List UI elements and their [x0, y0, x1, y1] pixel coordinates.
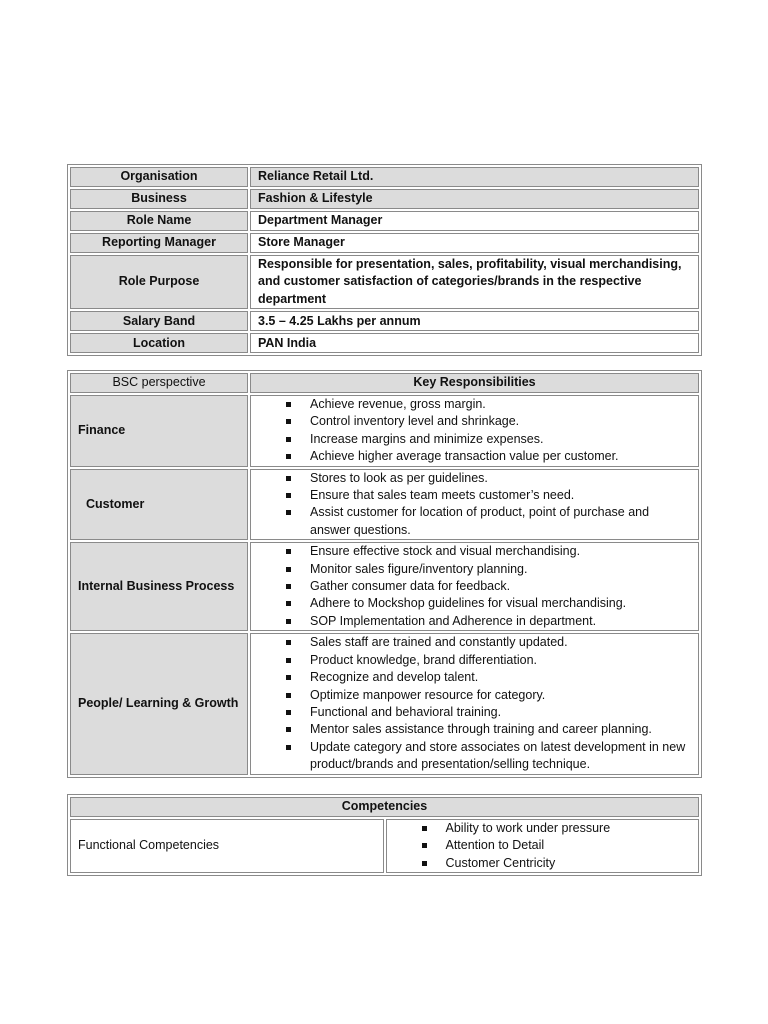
bullet-list [258, 543, 691, 630]
location-value: PAN India [250, 333, 699, 353]
table-row [70, 542, 699, 631]
list-item: Update category and store associates on latest development in new product/brands and presentation/selling technique. [303, 739, 691, 774]
table-header-row [70, 797, 699, 817]
list-item: Ensure effective stock and visual merchandising. [303, 543, 691, 560]
table-row [70, 311, 699, 331]
role-name-label: Role Name [70, 211, 248, 231]
customer-perspective-label: Customer [86, 496, 145, 511]
table-row [70, 167, 699, 187]
bsc-responsibilities-table [67, 370, 702, 778]
table-row [70, 819, 699, 873]
list-item: Customer Centricity [439, 855, 692, 872]
list-item: Product knowledge, brand differentiation. [303, 652, 691, 669]
bullet-list [394, 820, 692, 872]
organisation-value: Reliance Retail Ltd. [250, 167, 699, 187]
table-row [70, 333, 699, 353]
list-item: Monitor sales figure/inventory planning. [303, 561, 691, 578]
people-learning-growth-responsibilities [250, 633, 699, 774]
bullet-list [258, 634, 691, 773]
bullet-list [258, 470, 691, 540]
list-item: Ensure that sales team meets customer’s need. [303, 487, 691, 504]
list-item: Adhere to Mockshop guidelines for visual merchandising. [303, 595, 691, 612]
list-item: Ability to work under pressure [439, 820, 692, 837]
reporting-manager-value: Store Manager [250, 233, 699, 253]
customer-perspective [70, 469, 248, 541]
table-row [70, 395, 699, 467]
list-item: Mentor sales assistance through training and career planning. [303, 721, 691, 738]
list-item: Control inventory level and shrinkage. [303, 413, 691, 430]
reporting-manager-label: Reporting Manager [70, 233, 248, 253]
functional-competencies-label: Functional Competencies [70, 819, 384, 873]
table-row [70, 255, 699, 309]
list-item: Sales staff are trained and constantly updated. [303, 634, 691, 651]
internal-business-process-responsibilities [250, 542, 699, 631]
list-item: Achieve higher average transaction value per customer. [303, 448, 691, 465]
role-name-value: Department Manager [250, 211, 699, 231]
table-row [70, 633, 699, 774]
bullet-list [258, 396, 691, 466]
people-learning-growth-perspective: People/ Learning & Growth [70, 633, 248, 774]
functional-competencies-list [386, 819, 700, 873]
list-item: Attention to Detail [439, 837, 692, 854]
key-responsibilities-header: Key Responsibilities [250, 373, 699, 393]
competencies-table [67, 794, 702, 876]
table-row [70, 469, 699, 541]
organisation-label: Organisation [70, 167, 248, 187]
role-details-table [67, 164, 702, 356]
list-item: Assist customer for location of product, point of purchase and answer questions. [303, 504, 691, 539]
salary-band-value: 3.5 – 4.25 Lakhs per annum [250, 311, 699, 331]
table-row [70, 211, 699, 231]
internal-business-process-perspective: Internal Business Process [70, 542, 248, 631]
finance-responsibilities [250, 395, 699, 467]
list-item: Achieve revenue, gross margin. [303, 396, 691, 413]
list-item: Gather consumer data for feedback. [303, 578, 691, 595]
list-item: Functional and behavioral training. [303, 704, 691, 721]
list-item: Stores to look as per guidelines. [303, 470, 691, 487]
table-row [70, 189, 699, 209]
bsc-perspective-header: BSC perspective [70, 373, 248, 393]
salary-band-label: Salary Band [70, 311, 248, 331]
competencies-header: Competencies [70, 797, 699, 817]
role-purpose-value: Responsible for presentation, sales, profitability, visual merchandising, and customer satisfaction of categories/brands in the respective department [250, 255, 699, 309]
list-item: Recognize and develop talent. [303, 669, 691, 686]
customer-responsibilities [250, 469, 699, 541]
list-item: Increase margins and minimize expenses. [303, 431, 691, 448]
table-row [70, 233, 699, 253]
location-label: Location [70, 333, 248, 353]
role-purpose-label: Role Purpose [70, 255, 248, 309]
business-label: Business [70, 189, 248, 209]
table-header-row [70, 373, 699, 393]
list-item: Optimize manpower resource for category. [303, 687, 691, 704]
finance-perspective: Finance [70, 395, 248, 467]
business-value: Fashion & Lifestyle [250, 189, 699, 209]
list-item: SOP Implementation and Adherence in department. [303, 613, 691, 630]
